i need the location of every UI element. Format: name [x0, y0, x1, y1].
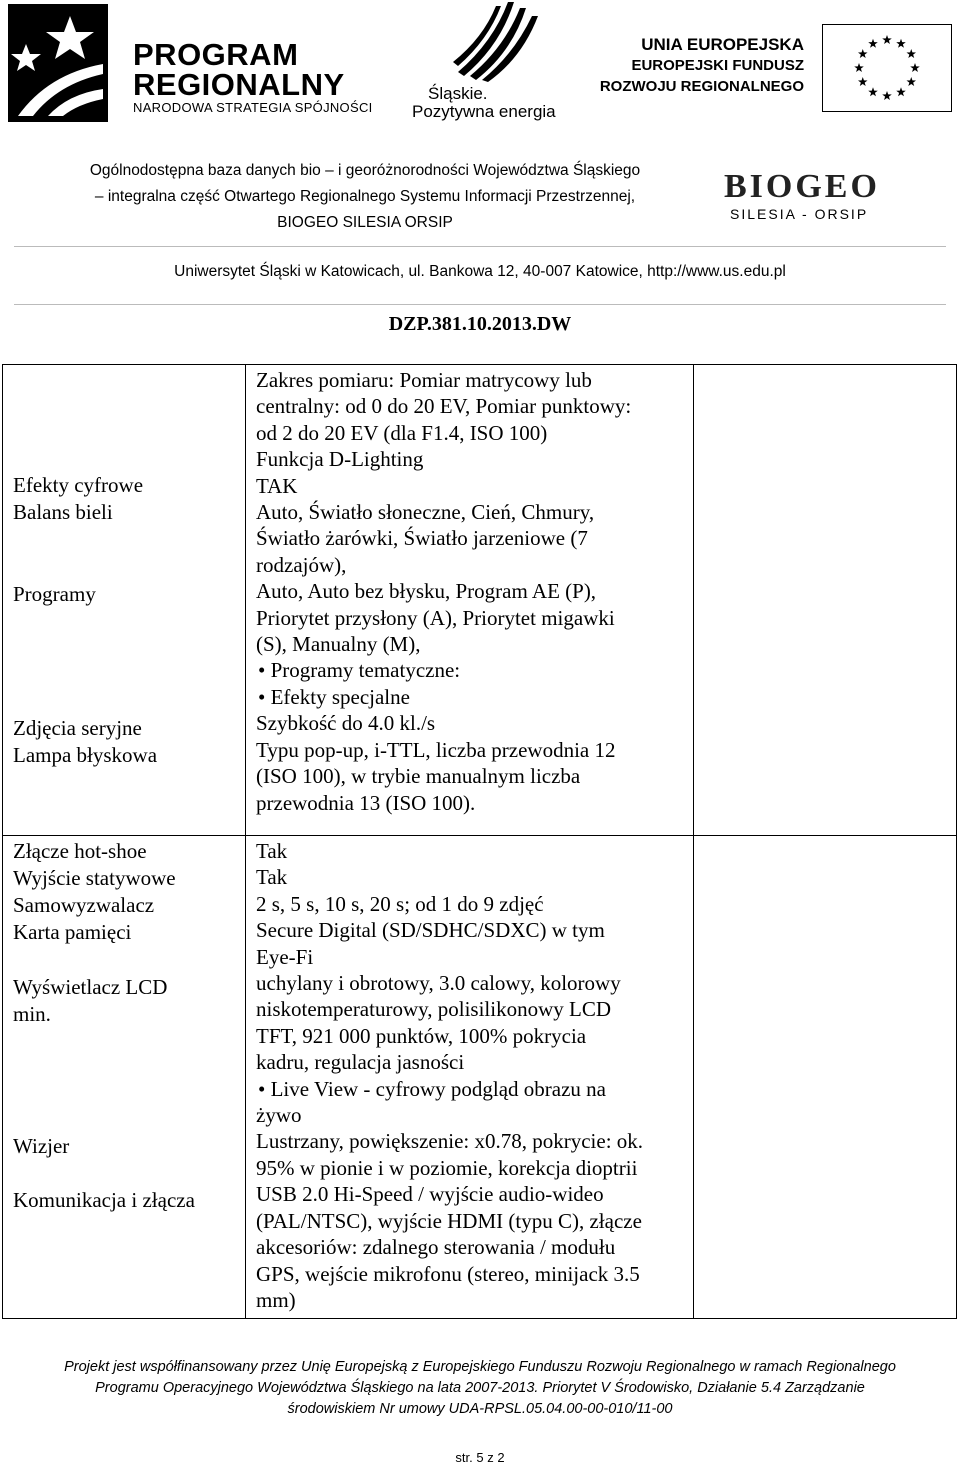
spec-value-line: Secure Digital (SD/SDHC/SDXC) w tym [256, 918, 605, 943]
spec-value-line: GPS, wejście mikrofonu (stereo, minijack 3.5 [256, 1261, 640, 1286]
program-regionalny-star-icon [8, 4, 108, 122]
eu-flag-star-icon [858, 49, 868, 58]
spec-value-line: Zakres pomiaru: Pomiar matrycowy lub [256, 368, 592, 392]
funding-footer [0, 1357, 960, 1420]
spec-value-line: uchylany i obrotowy, 3.0 calowy, kolorowy [256, 971, 621, 996]
eu-flag-star-icon [882, 91, 892, 100]
slaskie-logo-line1: Śląskie. [428, 84, 488, 103]
spec-value-line: kadru, regulacja jasności [256, 1050, 465, 1075]
eu-flag-star-icon [858, 77, 868, 86]
eu-logo-line1: UNIA EUROPEJSKA [641, 35, 804, 54]
spec-value-line: rodzajów), [256, 552, 347, 577]
spec-label-digital-effects: Efekty cyfrowe [13, 473, 144, 497]
spec-value-line: 95% w pionie i w poziomie, korekcja dioptrii [256, 1155, 638, 1180]
spec-value-line: Tak [256, 839, 288, 863]
eu-flag-star-icon [882, 35, 892, 44]
spec-value-line: od 2 do 20 EV (dla F1.4, ISO 100) [256, 420, 548, 445]
spec-value-line: Szybkość do 4.0 kl./s [256, 711, 436, 736]
spec-values-block2 [256, 838, 696, 1313]
spec-value-line: TAK [256, 473, 298, 498]
program-logo-line3: NARODOWA STRATEGIA SPÓJNOŚCI [133, 100, 373, 115]
table-column-divider-1 [245, 365, 246, 1318]
spec-label-programs: Programy [13, 582, 96, 606]
eu-flag-star-icon [896, 39, 906, 48]
spec-label-white-balance: Balans bieli [13, 500, 113, 524]
university-address: Uniwersytet Śląski w Katowicach, ul. Bankowa 12, 40-007 Katowice, http://www.us.edu.pl [174, 263, 786, 280]
spec-value-line: USB 2.0 Hi-Speed / wyjście audio-wideo [256, 1182, 604, 1207]
database-info-line3: BIOGEO SILESIA ORSIP [277, 214, 453, 231]
spec-label-memory-card: Karta pamięci [13, 920, 132, 944]
spec-value-line: żywo [256, 1103, 302, 1128]
spec-value-line: Auto, Auto bez błysku, Program AE (P), [256, 579, 597, 604]
spec-label-lcd-display: Wyświetlacz LCD [13, 975, 168, 999]
spec-value-line: Priorytet przysłony (A), Priorytet migawki [256, 605, 615, 630]
spec-values-block1 [256, 367, 696, 816]
slaskie-wave-icon [448, 2, 543, 82]
spec-label-hot-shoe: Złącze hot-shoe [13, 839, 147, 863]
spec-value-line: niskotemperaturowy, polisilikonowy LCD [256, 997, 612, 1022]
eu-logo-text [600, 34, 804, 97]
eu-logo-line2: EUROPEJSKI FUNDUSZ [631, 57, 804, 74]
spec-label-flash: Lampa błyskowa [13, 743, 158, 767]
specification-table [2, 364, 957, 1319]
eu-flag-star-icon [906, 77, 916, 86]
slaskie-logo [408, 2, 578, 124]
spec-value-line: (S), Manualny (M), [256, 632, 421, 657]
spec-label-lcd-display-cont: min. [13, 1002, 51, 1026]
spec-value-line: (ISO 100), w trybie manualnym liczba [256, 764, 581, 789]
database-info-line2: – integralna część Otwartego Regionalnego Systemu Informacji Przestrzennej, [94, 188, 636, 205]
spec-value-line: Eye-Fi [256, 944, 314, 969]
spec-value-line: Tak [256, 865, 288, 890]
biogeo-logo-title: BIOGEO [724, 168, 880, 205]
spec-value-line: akcesoriów: zdalnego sterowania / modułu [256, 1235, 616, 1260]
funding-footer-line1: Projekt jest współfinansowany przez Unię Europejską z Europejskiego Funduszu Rozwoju Regionalnego w ramach Regionalnego [64, 1359, 896, 1375]
eu-logo-line3: ROZWOJU REGIONALNEGO [599, 78, 804, 95]
slaskie-logo-line2: Pozytywna energia [412, 102, 556, 121]
table-row-divider [3, 835, 956, 836]
eu-flag-star-icon [906, 49, 916, 58]
eu-flag-star-icon [868, 87, 878, 96]
page-number: str. 5 z 2 [455, 1450, 505, 1465]
biogeo-logo [724, 168, 889, 228]
spec-label-viewfinder: Wizjer [13, 1134, 70, 1158]
funding-footer-line2: Programu Operacyjnego Województwa Śląskiego na lata 2007-2013. Priorytet V Środowisko, Działanie 5.4 Zarządzanie [95, 1380, 865, 1396]
spec-value-line: 2 s, 5 s, 10 s, 20 s; od 1 do 9 zdjęć [256, 891, 544, 916]
eu-flag-star-icon [896, 87, 906, 96]
spec-value-line: Funkcja D-Lighting [256, 447, 424, 472]
eu-flag-star-icon [910, 63, 920, 72]
header-divider-bottom [14, 304, 946, 305]
program-regionalny-logo [8, 4, 388, 124]
spec-value-line: • Efekty specjalne [258, 684, 410, 709]
eu-flag-star-icon [868, 39, 878, 48]
database-info [30, 158, 700, 236]
spec-value-line: TFT, 921 000 punktów, 100% pokrycia [256, 1023, 587, 1048]
spec-label-continuous-shooting: Zdjęcia seryjne [13, 716, 142, 740]
spec-value-line: Lustrzany, powiększenie: x0.78, pokrycie: ok. [256, 1129, 644, 1154]
spec-value-line: • Live View - cyfrowy podgląd obrazu na [258, 1076, 607, 1101]
header-divider-top [14, 246, 946, 247]
spec-label-tripod-socket: Wyjście statywowe [13, 866, 176, 890]
spec-label-connectivity: Komunikacja i złącza [13, 1188, 195, 1212]
spec-label-self-timer: Samowyzwalacz [13, 893, 155, 917]
funding-footer-line3: środowiskiem Nr umowy UDA-RPSL.05.04.00-00-010/11-00 [287, 1401, 673, 1417]
spec-value-line: • Programy tematyczne: [258, 658, 461, 683]
spec-value-line: (PAL/NTSC), wyjście HDMI (typu C), złącze [256, 1208, 642, 1233]
spec-value-line: Typu pop-up, i-TTL, liczba przewodnia 12 [256, 737, 616, 762]
spec-value-line: Auto, Światło słoneczne, Cień, Chmury, [256, 500, 595, 525]
program-logo-line1: PROGRAM [133, 37, 299, 72]
spec-value-line: centralny: od 0 do 20 EV, Pomiar punktowy: [256, 394, 632, 419]
eu-flag-star-icon [854, 63, 864, 72]
database-info-line1: Ogólnodostępna baza danych bio – i georóżnorodności Województwa Śląskiego [89, 162, 641, 179]
spec-value-line: Światło żarówki, Światło jarzeniowe (7 [256, 526, 588, 551]
program-logo-line2: REGIONALNY [133, 67, 345, 102]
biogeo-logo-subtitle: SILESIA - ORSIP [730, 206, 869, 222]
spec-value-line: przewodnia 13 (ISO 100). [256, 790, 476, 815]
document-code: DZP.381.10.2013.DW [388, 313, 572, 335]
spec-value-line: mm) [256, 1287, 296, 1312]
eu-flag-icon [822, 24, 952, 112]
